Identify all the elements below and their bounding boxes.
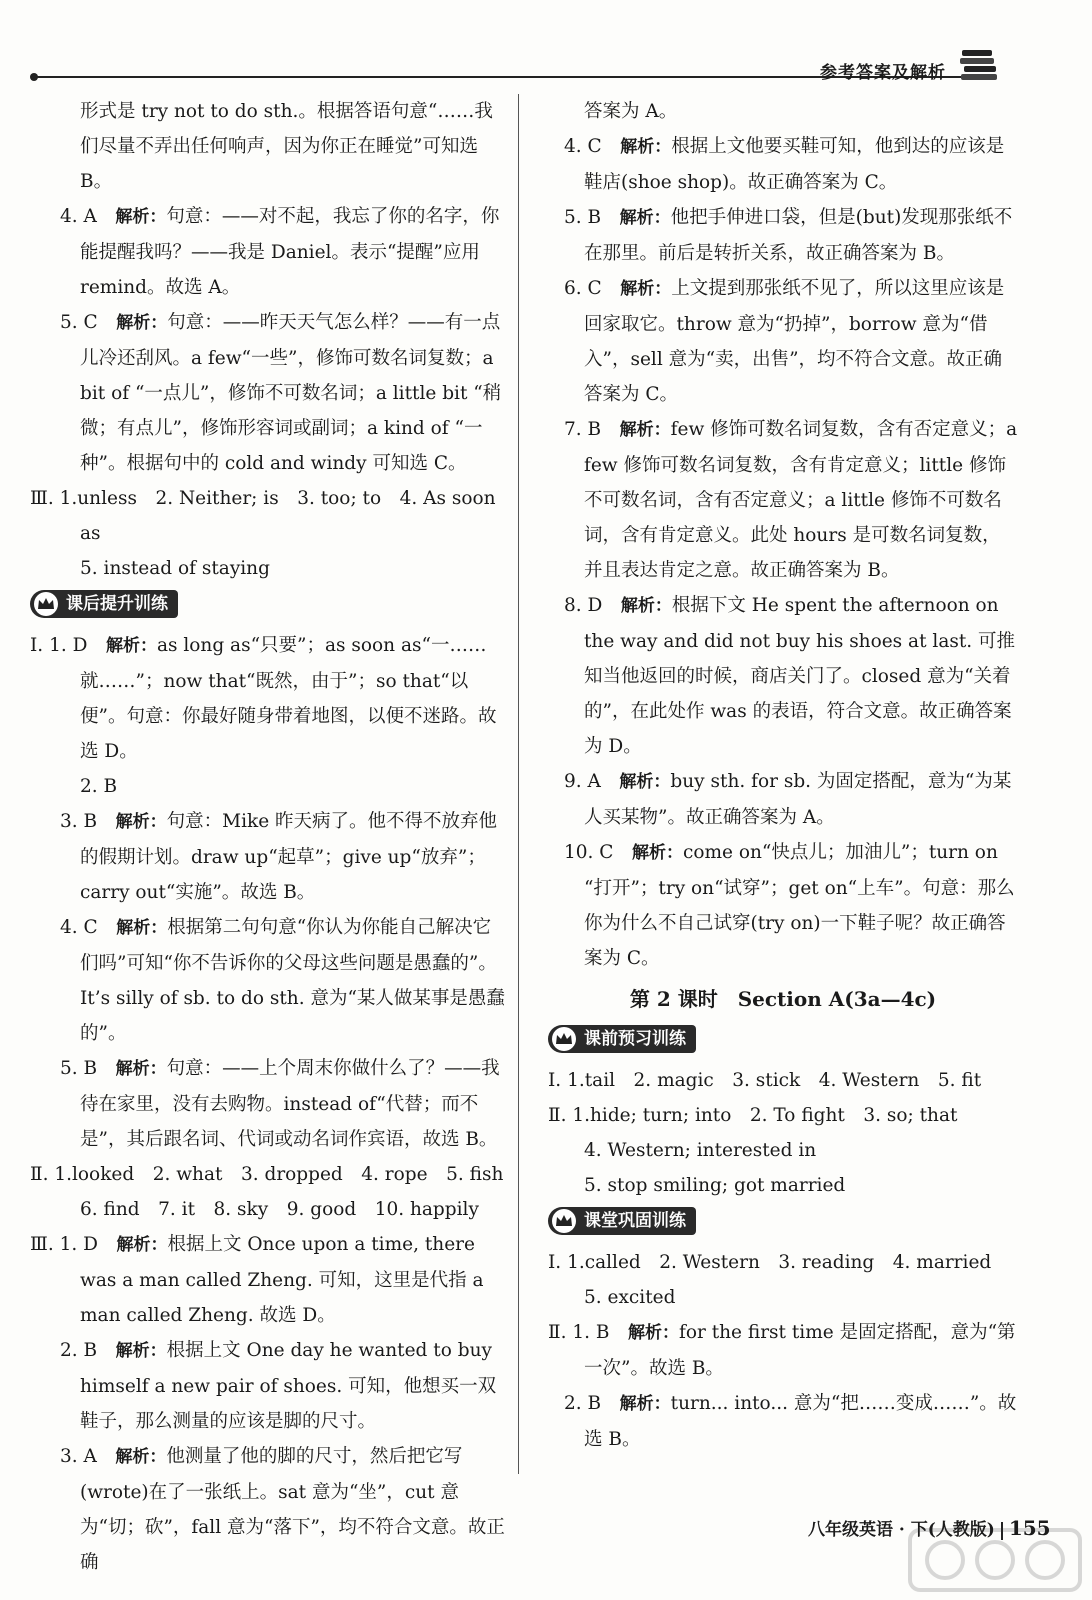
answer-number: 6. C bbox=[564, 278, 602, 299]
answer-text: 句意：——昨天天气怎么样？——有一点儿冷还刮风。a few“一些”，修饰可数名词复数；a bit of “一点儿”，修饰不可数名词；a little bit “稍微；有点儿”，修饰形容词或副词；a kind of “一种”。根据句中的 cold and windy 可知选 C。 bbox=[80, 312, 502, 474]
section-banner bbox=[30, 590, 178, 618]
answer-text: turn... into... 意为“把……变成……”。故选 B。 bbox=[584, 1393, 1017, 1450]
answer-text: 形式是 try not to do sth.。根据答语句意“……我们尽量不弄出任何响声，因为你正在睡觉”可知选 B。 bbox=[80, 101, 493, 192]
answer-text: 句意：——对不起，我忘了你的名字，你能提醒我吗？——我是 Daniel。表示“提醒”应用 remind。故选 A。 bbox=[80, 206, 500, 298]
answer-text: unless 2. Neither; is 3. too; to 4. As soon as bbox=[77, 488, 496, 544]
analysis-label: 解析： bbox=[115, 812, 167, 832]
answer-text: 根据上文他要买鞋可知，他到达的应该是鞋店(shoe shop)。故正确答案为 C。 bbox=[584, 136, 1005, 193]
answer-number: 4. C bbox=[564, 136, 602, 157]
answer-number: 7. B bbox=[564, 419, 602, 440]
answer-item bbox=[30, 910, 506, 1051]
answer-number: 8. D bbox=[564, 595, 603, 616]
answer-text: as long as“只要”；as soon as“一……就……”；now that“既然，由于”；so that“以便”。句意：你最好随身带着地图，以便不迷路。故选 D。 bbox=[80, 635, 497, 762]
header-title: 参考答案及解析 bbox=[820, 63, 946, 83]
answer-number: Ⅱ. 1. bbox=[548, 1105, 590, 1126]
answer-number: Ⅲ. 1. bbox=[30, 488, 78, 509]
answer-number: 4. C bbox=[60, 917, 98, 938]
right-column bbox=[548, 94, 1018, 1457]
left-column bbox=[30, 94, 506, 1580]
analysis-label: 解析： bbox=[115, 1447, 167, 1467]
answer-text: 根据下文 He spent the afternoon on the way and did not buy his shoes at last. 可推知当他返回的时候，商店关门了。closed 意为“关着的”，在此处作 was 的表语，符合文意。故正确答案为 D。 bbox=[584, 595, 1016, 757]
analysis-label: 解析： bbox=[116, 313, 168, 333]
banner-label: 课堂巩固训练 bbox=[584, 1211, 686, 1231]
answer-group bbox=[30, 1227, 506, 1333]
answer-item bbox=[30, 1439, 506, 1580]
answer-item bbox=[30, 804, 506, 910]
analysis-label: 解析： bbox=[115, 1059, 167, 1079]
answer-continuation bbox=[30, 94, 506, 199]
answer-number: Ⅲ. 1. D bbox=[30, 1234, 98, 1255]
analysis-label: 解析： bbox=[115, 207, 167, 227]
answer-item bbox=[548, 271, 1018, 412]
footer-book-title: 八年级英语 · 下(人教版) bbox=[808, 1520, 995, 1540]
answer-item bbox=[548, 835, 1018, 976]
banner-label: 课前预习训练 bbox=[584, 1029, 686, 1049]
answer-number: Ⅰ. 1. bbox=[548, 1070, 585, 1091]
analysis-label: 解析： bbox=[619, 420, 671, 440]
answer-number: 4. A bbox=[60, 206, 97, 227]
answer-group bbox=[548, 1315, 1018, 1386]
answer-number: Ⅰ. 1. D bbox=[30, 635, 88, 656]
answer-line bbox=[548, 1133, 1018, 1168]
answer-group bbox=[548, 1063, 1018, 1098]
answer-number: 5. C bbox=[60, 312, 98, 333]
answer-text: 2. B bbox=[80, 776, 118, 797]
answer-number: 5. B bbox=[564, 207, 602, 228]
answer-number: 3. B bbox=[60, 811, 98, 832]
answer-number: 10. C bbox=[564, 842, 614, 863]
answer-number: 3. A bbox=[60, 1446, 97, 1467]
crown-icon bbox=[552, 1209, 576, 1233]
answer-item bbox=[30, 305, 506, 481]
lesson-title: 第 2 课时 Section A(3a—4c) bbox=[629, 987, 937, 1011]
answer-line bbox=[548, 1280, 1018, 1315]
answer-number: 2. B bbox=[60, 1340, 98, 1361]
book-stack-icon bbox=[958, 46, 1000, 82]
answer-item bbox=[548, 412, 1018, 588]
analysis-label: 解析： bbox=[619, 772, 671, 792]
page-number: 155 bbox=[1008, 1516, 1051, 1540]
answer-text: 根据上文 One day he wanted to buy himself a new pair of shoes. 可知，他想买一双鞋子，那么测量的应该是脚的尺寸。 bbox=[80, 1340, 497, 1432]
analysis-label: 解析： bbox=[620, 137, 672, 157]
answer-text: called 2. Western 3. reading 4. married bbox=[584, 1252, 992, 1273]
answer-text: 6. find 7. it 8. sky 9. good 10. happily bbox=[80, 1199, 479, 1220]
answer-group bbox=[30, 628, 506, 769]
answer-text: 4. Western; interested in bbox=[584, 1140, 817, 1161]
analysis-label: 解析： bbox=[627, 1323, 679, 1343]
answer-item bbox=[30, 1333, 506, 1439]
answer-text: tail 2. magic 3. stick 4. Western 5. fit bbox=[584, 1070, 982, 1091]
analysis-label: 解析： bbox=[620, 596, 672, 616]
answer-group bbox=[548, 1098, 1018, 1133]
answer-item bbox=[548, 129, 1018, 200]
answer-text: 根据第二句句意“你认为你能自己解决它们吗”可知“你不告诉你的父母这些问题是愚蠢的”。It’s silly of sb. to do sth. 意为“某人做某事是愚蠢的”。 bbox=[80, 917, 505, 1044]
analysis-label: 解析： bbox=[620, 279, 672, 299]
section-banner bbox=[548, 1025, 696, 1053]
answer-text: for the first time 是固定搭配，意为“第一次”。故选 B。 bbox=[584, 1322, 1016, 1379]
answer-number: 5. B bbox=[60, 1058, 98, 1079]
answer-text: 他测量了他的脚的尺寸，然后把它写(wrote)在了一张纸上。sat 意为“坐”，cut 意为“切；砍”，fall 意为“落下”，均不符合文意。故正确 bbox=[80, 1446, 505, 1573]
analysis-label: 解析： bbox=[115, 1341, 167, 1361]
crown-icon bbox=[552, 1027, 576, 1051]
answer-text: 根据上文 Once upon a time, there was a man called Zheng. 可知，这里是代指 a man called Zheng. 故选 D。 bbox=[80, 1234, 484, 1326]
watermark-logo bbox=[905, 1525, 1085, 1595]
answer-text: 答案为 A。 bbox=[584, 101, 678, 122]
analysis-label: 解析： bbox=[619, 1394, 671, 1414]
analysis-label: 解析： bbox=[105, 636, 157, 656]
answer-text: 上文提到那张纸不见了，所以这里应该是回家取它。throw 意为“扔掉”，borrow 意为“借入”，sell 意为“卖，出售”，均不符合文意。故正确答案为 C。 bbox=[584, 278, 1005, 405]
answer-text: come on“快点儿；加油儿”；turn on “打开”；try on“试穿”；get on“上车”。句意：那么你为什么不自己试穿(try on)一下鞋子呢？故正确答案为 C。 bbox=[584, 842, 1015, 969]
answer-text: 句意：——上个周末你做什么了？——我待在家里，没有去购物。instead of“代替；而不是”，其后跟名词、代词或动名词作宾语，故选 B。 bbox=[80, 1058, 500, 1150]
answer-number: 9. A bbox=[564, 771, 601, 792]
answer-group bbox=[30, 481, 506, 551]
analysis-label: 解析： bbox=[631, 843, 683, 863]
crown-icon bbox=[34, 592, 58, 616]
answer-item bbox=[548, 764, 1018, 835]
answer-item bbox=[30, 199, 506, 305]
analysis-label: 解析： bbox=[619, 208, 671, 228]
answer-item bbox=[548, 588, 1018, 764]
answer-item bbox=[30, 1051, 506, 1157]
answer-line bbox=[30, 551, 506, 586]
answer-line bbox=[30, 1192, 506, 1227]
section-banner bbox=[548, 1207, 696, 1235]
answer-text: 5. stop smiling; got married bbox=[584, 1175, 846, 1196]
answer-line bbox=[30, 769, 506, 804]
answer-number: Ⅱ. 1. bbox=[30, 1164, 72, 1185]
answer-text: 他把手伸进口袋，但是(but)发现那张纸不在那里。前后是转折关系，故正确答案为 B。 bbox=[584, 207, 1013, 264]
answer-text: 5. excited bbox=[584, 1287, 676, 1308]
banner-label: 课后提升训练 bbox=[66, 594, 168, 614]
answer-group bbox=[548, 1245, 1018, 1280]
answer-group bbox=[30, 1157, 506, 1192]
analysis-label: 解析： bbox=[116, 1235, 168, 1255]
answer-text: few 修饰可数名词复数，含有否定意义；a few 修饰可数名词复数，含有肯定意义；little 修饰不可数名词，含有否定意义；a little 修饰不可数名词，含有肯定意义。此处 hours 是可数名词复数，并且表达肯定之意。故正确答案为 B。 bbox=[584, 419, 1018, 581]
answer-number: Ⅱ. 1. B bbox=[548, 1322, 610, 1343]
answer-number: 2. B bbox=[564, 1393, 602, 1414]
answer-item bbox=[548, 1386, 1018, 1457]
answer-text: 5. instead of staying bbox=[80, 558, 270, 579]
answer-continuation bbox=[548, 94, 1018, 129]
answer-text: looked 2. what 3. dropped 4. rope 5. fish bbox=[72, 1164, 504, 1185]
answer-text: 句意：Mike 昨天病了。他不得不放弃他的假期计划。draw up“起草”；give up“放弃”；carry out“实施”。故选 B。 bbox=[80, 811, 498, 903]
answer-number: Ⅰ. 1. bbox=[548, 1252, 585, 1273]
analysis-label: 解析： bbox=[116, 918, 168, 938]
column-divider bbox=[518, 94, 519, 1474]
answer-text: hide; turn; into 2. To fight 3. so; that bbox=[590, 1105, 958, 1126]
answer-text: buy sth. for sb. 为固定搭配，意为“为某人买某物”。故正确答案为 A。 bbox=[584, 771, 1012, 828]
answer-item bbox=[548, 200, 1018, 271]
answer-line bbox=[548, 1168, 1018, 1203]
